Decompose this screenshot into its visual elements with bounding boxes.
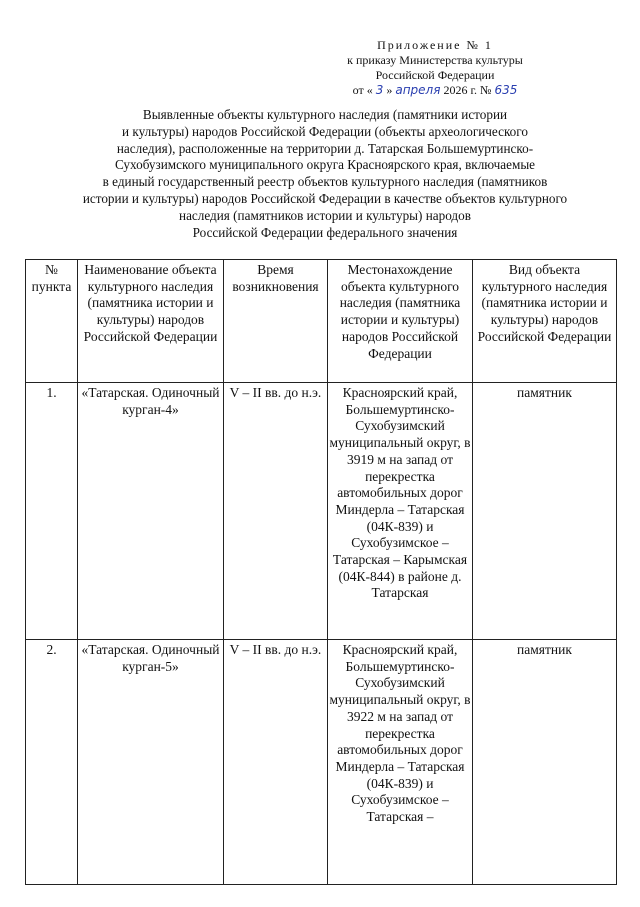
header-name: Наименование объекта культурного наследия (памятника истории и культуры) народов Российской Федерации	[78, 260, 224, 383]
cell-time: V – II вв. до н.э.	[224, 640, 328, 885]
title-line: наследия), расположенные на территории д. Татарская Большемуртинско-	[116, 140, 534, 156]
title-line: Сухобузимского муниципального округа Красноярского края, включаемые	[114, 157, 536, 173]
title-line: и культуры) народов Российской Федерации (объекты археологического	[122, 123, 528, 139]
title-line: истории и культуры) народов Российской Федерации в качестве объектов культурного	[82, 190, 568, 206]
date-prefix: от «	[352, 83, 373, 97]
title-line: Выявленные объекты культурного наследия (памятники истории	[142, 107, 508, 122]
date-year: 2026 г. №	[443, 83, 492, 97]
header-number: № пункта	[26, 260, 78, 383]
heritage-objects-table	[25, 259, 617, 885]
table-row	[26, 640, 617, 885]
handwritten-month: апреля	[395, 83, 441, 97]
title-line: наследия (памятников истории и культуры) народов	[179, 207, 471, 223]
document-title	[30, 107, 620, 241]
appendix-date-line	[330, 83, 540, 98]
appendix-label: Приложение № 1	[377, 38, 493, 52]
cell-name: «Татарская. Одиночный курган-4»	[78, 383, 224, 640]
cell-location: Красноярский край, Большемуртинско-Сухобузимский муниципальный округ, в 3922 м на запад от перекрестка автомобильных дорог Миндерла – Татарская (04К-839) и Сухобузимское – Татарская –	[328, 640, 473, 885]
appendix-header	[330, 38, 540, 98]
table-header-row	[26, 260, 617, 383]
cell-location: Красноярский край, Большемуртинско-Сухобузимский муниципальный округ, в 3919 м на запад от перекрестка автомобильных дорог Миндерла – Татарская (04К-839) и Сухобузимское – Татарская – Карымская (04К-844) в районе д. Татарская	[328, 383, 473, 640]
table-row	[26, 383, 617, 640]
appendix-order-ref: к приказу Министерства культуры	[347, 53, 523, 67]
cell-number: 1.	[26, 383, 78, 640]
cell-kind: памятник	[473, 383, 617, 640]
handwritten-number: 635	[494, 83, 518, 97]
handwritten-day: 3	[375, 83, 384, 97]
title-line: Российской Федерации федерального значения	[192, 224, 458, 240]
cell-kind: памятник	[473, 640, 617, 885]
header-time: Время возникновения	[224, 260, 328, 383]
appendix-ministry: Российской Федерации	[375, 68, 495, 82]
cell-number: 2.	[26, 640, 78, 885]
date-mid: »	[386, 83, 393, 97]
title-line: в единый государственный реестр объектов культурного наследия (памятников	[102, 174, 548, 190]
cell-name: «Татарская. Одиночный курган-5»	[78, 640, 224, 885]
header-kind: Вид объекта культурного наследия (памятника истории и культуры) народов Российской Федерации	[473, 260, 617, 383]
header-location: Местонахождение объекта культурного наследия (памятника истории и культуры) народов Российской Федерации	[328, 260, 473, 383]
cell-time: V – II вв. до н.э.	[224, 383, 328, 640]
